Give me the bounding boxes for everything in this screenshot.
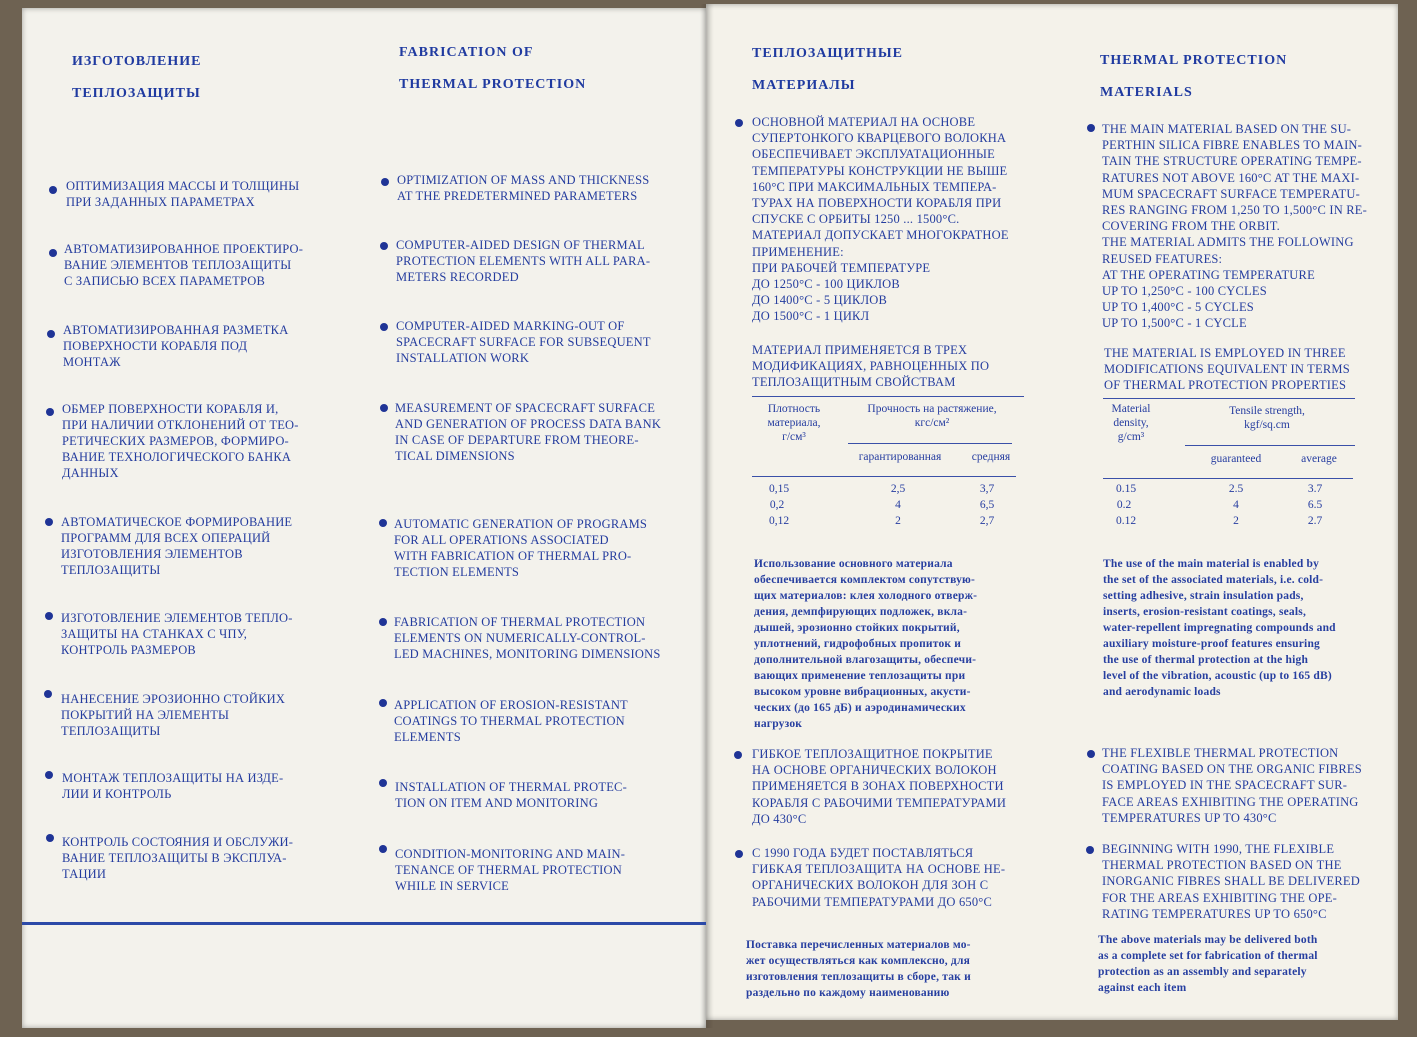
bullet-icon [735, 119, 743, 127]
en-materials-title [1100, 45, 1287, 109]
ru-delivery-text: Поставка перечисленных материалов мо- жет осуществляться как комплексно, для изготовления теплозащиты в сборе, так и раздельно по каждому наименованию [746, 939, 971, 999]
en-guaranteed-header: guaranteed [1210, 453, 1262, 465]
en-materials-title-line2: MATERIALS [1100, 85, 1193, 100]
en-associated-materials-text: The use of the main material is enabled by the set of the associated materials, i.e. cold- setting adhesive, strain insulation pads, inserts, erosion-resistant coatings, seals, water-repellent impregnating compounds and auxiliary moisture-proof features ensuring the use of thermal protection at the high level of the vibration, acoustic (up to 165 dB) and aerodynamic loads [1103, 558, 1336, 698]
ru-main-material-text: ОСНОВНОЙ МАТЕРИАЛ НА ОСНОВЕ СУПЕРТОНКОГО КВАРЦЕВОГО ВОЛОКНА ОБЕСПЕЧИВАЕТ ЭКСПЛУАТАЦИОННЫЕ ТЕМПЕРАТУРЫ КОНСТРУКЦИИ НЕ ВЫШЕ 160°С ПРИ МАКСИМАЛЬНЫХ ТЕМПЕРА- ТУРАХ НА ПОВЕРХНОСТИ КОРАБЛЯ ПРИ СПУСКЕ С ОРБИТЫ 1250 ... 1500°С. МАТЕРИАЛ ДОПУСКАЕТ МНОГОКРАТНОЕ ПРИМЕНЕНИЕ: ПРИ РАБОЧЕЙ ТЕМПЕРАТУРЕ ДО 1250°С - 100 ЦИКЛОВ ДО 1400°С - 5 ЦИКЛОВ ДО 1500°С - 1 ЦИКЛ [752, 115, 1009, 324]
en-1990-text: BEGINNING WITH 1990, THE FLEXIBLE THERMAL PROTECTION BASED ON THE INORGANIC FIBRES SHALL BE DELIVERED FOR THE AREAS EXHIBITING THE OPE- RATING TEMPERATURES UP TO 650°C [1102, 842, 1360, 921]
bullet-icon [380, 242, 388, 250]
bullet-icon [379, 699, 387, 707]
list-item: AUTOMATIC GENERATION OF PROGRAMS FOR ALL OPERATIONS ASSOCIATED WITH FABRICATION OF THERMAL PRO- TECTION ELEMENTS [394, 517, 648, 579]
bullet-icon [379, 519, 387, 527]
bullet-icon [49, 186, 57, 194]
ru-density-table [752, 396, 1024, 536]
en-average-header: average [1301, 453, 1337, 465]
ru-modifications-text: МАТЕРИАЛ ПРИМЕНЯЕТСЯ В ТРЕХ МОДИФИКАЦИЯХ, РАВНОЦЕННЫХ ПО ТЕПЛОЗАЩИТНЫМ СВОЙСТВАМ [752, 343, 990, 390]
list-item: MEASUREMENT OF SPACECRAFT SURFACE AND GENERATION OF PROCESS DATA BANK IN CASE OF DEPARTURE FROM THEORE- TICAL DIMENSIONS [395, 401, 662, 463]
ru-1990-text: С 1990 ГОДА БУДЕТ ПОСТАВЛЯТЬСЯ ГИБКАЯ ТЕПЛОЗАЩИТА НА ОСНОВЕ НЕ- ОРГАНИЧЕСКИХ ВОЛОКОН ДЛЯ ЗОН С РАБОЧИМИ ТЕМПЕРАТУРАМИ ДО 650°С [752, 846, 1006, 909]
list-item: ОБМЕР ПОВЕРХНОСТИ КОРАБЛЯ И, ПРИ НАЛИЧИИ ОТКЛОНЕНИЙ ОТ ТЕО- РЕТИЧЕСКИХ РАЗМЕРОВ, ФОРМИРО- ВАНИЕ ТЕХНОЛОГИЧЕСКОГО БАНКА ДАННЫХ [62, 402, 299, 480]
list-item: КОНТРОЛЬ СОСТОЯНИЯ И ОБСЛУЖИ- ВАНИЕ ТЕПЛОЗАЩИТЫ В ЭКСПЛУА- ТАЦИИ [62, 835, 294, 881]
list-item: COMPUTER-AIDED DESIGN OF THERMAL PROTECTION ELEMENTS WITH ALL PARA- METERS RECORDED [396, 238, 651, 284]
bullet-icon [734, 751, 742, 759]
table-cell: 2 [895, 515, 901, 527]
table-cell: 0,15 [768, 483, 790, 495]
bullet-icon [45, 518, 53, 526]
table-cell: 6.5 [1307, 499, 1323, 511]
bullet-icon [380, 404, 388, 412]
table-cell: 6,5 [979, 499, 995, 511]
ru-materials-title-line1: ТЕПЛОЗАЩИТНЫЕ [752, 46, 903, 61]
bullet-icon [45, 612, 53, 620]
en-fabrication-title-line1: FABRICATION OF [399, 45, 534, 60]
table-rule [752, 396, 1024, 397]
bottom-rule [22, 922, 706, 925]
bullet-icon [379, 845, 387, 853]
list-item: АВТОМАТИЗИРОВАННОЕ ПРОЕКТИРО- ВАНИЕ ЭЛЕМЕНТОВ ТЕПЛОЗАЩИТЫ С ЗАПИСЬЮ ВСЕХ ПАРАМЕТРОВ [64, 242, 304, 288]
en-delivery-text: The above materials may be delivered both as a complete set for fabrication of thermal protection as an assembly and separately against each item [1098, 934, 1318, 994]
en-fabrication-title-line2: THERMAL PROTECTION [399, 77, 587, 92]
list-item: CONDITION-MONITORING AND MAIN- TENANCE OF THERMAL PROTECTION WHILE IN SERVICE [395, 847, 626, 893]
bullet-icon [379, 618, 387, 626]
ru-fabrication-title-line2: ТЕПЛОЗАЩИТЫ [72, 86, 201, 101]
list-item: НАНЕСЕНИЕ ЭРОЗИОННО СТОЙКИХ ПОКРЫТИЙ НА ЭЛЕМЕНТЫ ТЕПЛОЗАЩИТЫ [61, 692, 286, 738]
table-cell: 2.5 [1228, 483, 1244, 495]
en-fabrication-title [399, 37, 586, 101]
list-item: АВТОМАТИЧЕСКОЕ ФОРМИРОВАНИЕ ПРОГРАММ ДЛЯ ВСЕХ ОПЕРАЦИЙ ИЗГОТОВЛЕНИЯ ЭЛЕМЕНТОВ ТЕПЛОЗАЩИТЫ [61, 515, 293, 577]
ru-flexible-coating-text: ГИБКОЕ ТЕПЛОЗАЩИТНОЕ ПОКРЫТИЕ НА ОСНОВЕ ОРГАНИЧЕСКИХ ВОЛОКОН ПРИМЕНЯЕТСЯ В ЗОНАХ ПОВЕРХНОСТИ КОРАБЛЯ С РАБОЧИМИ ТЕМПЕРАТУРАМИ ДО 430°С [752, 747, 1007, 826]
table-rule [1103, 398, 1355, 399]
ru-associated-materials-text: Использование основного материала обеспечивается комплектом сопутствую- щих материалов: клея холодного отверж- дения, демпфирующих подложек, вкла- дышей, эрозионно стойких покрытий, уплотнений, гидрофобных пропиток и дополнительной влагозащиты, обеспечи- вающих применение теплозащиты при высоком уровне вибрационных, акусти- ческих (до 165 дБ) и аэродинамических нагрузок [754, 558, 978, 730]
bullet-icon [1086, 846, 1094, 854]
list-item: ОПТИМИЗАЦИЯ МАССЫ И ТОЛЩИНЫ ПРИ ЗАДАННЫХ ПАРАМЕТРАХ [66, 179, 300, 209]
list-item: APPLICATION OF EROSION-RESISTANT COATINGS TO THERMAL PROTECTION ELEMENTS [394, 698, 628, 744]
table-cell: 4 [895, 499, 901, 511]
bullet-icon [1087, 750, 1095, 758]
ru-guaranteed-header: гарантированная [858, 451, 942, 463]
list-item: OPTIMIZATION OF MASS AND THICKNESS AT THE PREDETERMINED PARAMETERS [397, 173, 650, 203]
table-cell: 4 [1233, 499, 1239, 511]
ru-average-header: средняя [971, 451, 1011, 463]
ru-materials-title-line2: МАТЕРИАЛЫ [752, 78, 856, 93]
bullet-icon [44, 690, 52, 698]
list-item: АВТОМАТИЗИРОВАННАЯ РАЗМЕТКА ПОВЕРХНОСТИ КОРАБЛЯ ПОД МОНТАЖ [63, 323, 289, 369]
table-cell: 0,2 [769, 499, 785, 511]
ru-fabrication-title-line1: ИЗГОТОВЛЕНИЕ [72, 54, 202, 69]
table-cell: 2 [1233, 515, 1239, 527]
table-cell: 2.7 [1307, 515, 1323, 527]
table-cell: 0,12 [768, 515, 790, 527]
en-density-header: Material density, g/cm³ [1111, 403, 1151, 443]
en-flexible-coating-text: THE FLEXIBLE THERMAL PROTECTION COATING BASED ON THE ORGANIC FIBRES IS EMPLOYED IN THE SPACECRAFT SUR- FACE AREAS EXHIBITING THE OPERATING TEMPERATURES UP TO 430°C [1102, 746, 1362, 825]
list-item: COMPUTER-AIDED MARKING-OUT OF SPACECRAFT SURFACE FOR SUBSEQUENT INSTALLATION WORK [396, 319, 651, 365]
bullet-icon [46, 834, 54, 842]
bullet-icon [381, 178, 389, 186]
table-cell: 0.2 [1116, 499, 1132, 511]
bullet-icon [1087, 124, 1095, 132]
ru-density-header: Плотность материала, г/см³ [767, 403, 821, 443]
en-density-table [1103, 398, 1355, 538]
bullet-icon [735, 850, 743, 858]
bullet-icon [379, 779, 387, 787]
list-item: ИЗГОТОВЛЕНИЕ ЭЛЕМЕНТОВ ТЕПЛО- ЗАЩИТЫ НА СТАНКАХ С ЧПУ, КОНТРОЛЬ РАЗМЕРОВ [61, 611, 293, 657]
table-rule [848, 443, 1012, 444]
en-modifications-text: THE MATERIAL IS EMPLOYED IN THREE MODIFICATIONS EQUIVALENT IN TERMS OF THERMAL PROTECTION PROPERTIES [1104, 346, 1350, 393]
bullet-icon [49, 249, 57, 257]
en-main-material-text: THE MAIN MATERIAL BASED ON THE SU- PERTHIN SILICA FIBRE ENABLES TO MAIN- TAIN THE STRUCTURE OPERATING TEMPE- RATURES NOT ABOVE 160°C AT THE MAXI- MUM SPACECRAFT SURFACE TEMPERATU- RES RANGING FROM 1,250 TO 1,500°C IN RE- COVERING FROM THE ORBIT. THE MATERIAL ADMITS THE FOLLOWING REUSED FEATURES: AT THE OPERATING TEMPERATURE UP TO 1,250°C - 100 CYCLES UP TO 1,400°C - 5 CYCLES UP TO 1,500°C - 1 CYCLE [1102, 122, 1367, 331]
table-rule [1185, 445, 1355, 446]
bullet-icon [46, 408, 54, 416]
bullet-icon [47, 330, 55, 338]
list-item: FABRICATION OF THERMAL PROTECTION ELEMENTS ON NUMERICALLY-CONTROL- LED MACHINES, MONITORING DIMENSIONS [394, 615, 661, 661]
table-cell: 2,5 [890, 483, 906, 495]
table-cell: 3,7 [979, 483, 995, 495]
table-rule [1103, 478, 1353, 479]
en-tensile-header: Tensile strength, kgf/sq.cm [1229, 405, 1305, 431]
table-cell: 0.15 [1115, 483, 1137, 495]
en-materials-title-line1: THERMAL PROTECTION [1100, 53, 1288, 68]
ru-materials-title [752, 38, 903, 102]
table-cell: 3.7 [1307, 483, 1323, 495]
table-cell: 0.12 [1115, 515, 1137, 527]
table-rule [752, 476, 1016, 477]
ru-tensile-header: Прочность на растяжение, кгс/см² [867, 403, 997, 429]
bullet-icon [380, 323, 388, 331]
bullet-icon [45, 771, 53, 779]
list-item: INSTALLATION OF THERMAL PROTEC- TION ON ITEM AND MONITORING [395, 780, 627, 810]
ru-fabrication-title [72, 46, 201, 110]
list-item: МОНТАЖ ТЕПЛОЗАЩИТЫ НА ИЗДЕ- ЛИИ И КОНТРОЛЬ [62, 771, 284, 801]
table-cell: 2,7 [979, 515, 995, 527]
book-spine [700, 4, 714, 1028]
